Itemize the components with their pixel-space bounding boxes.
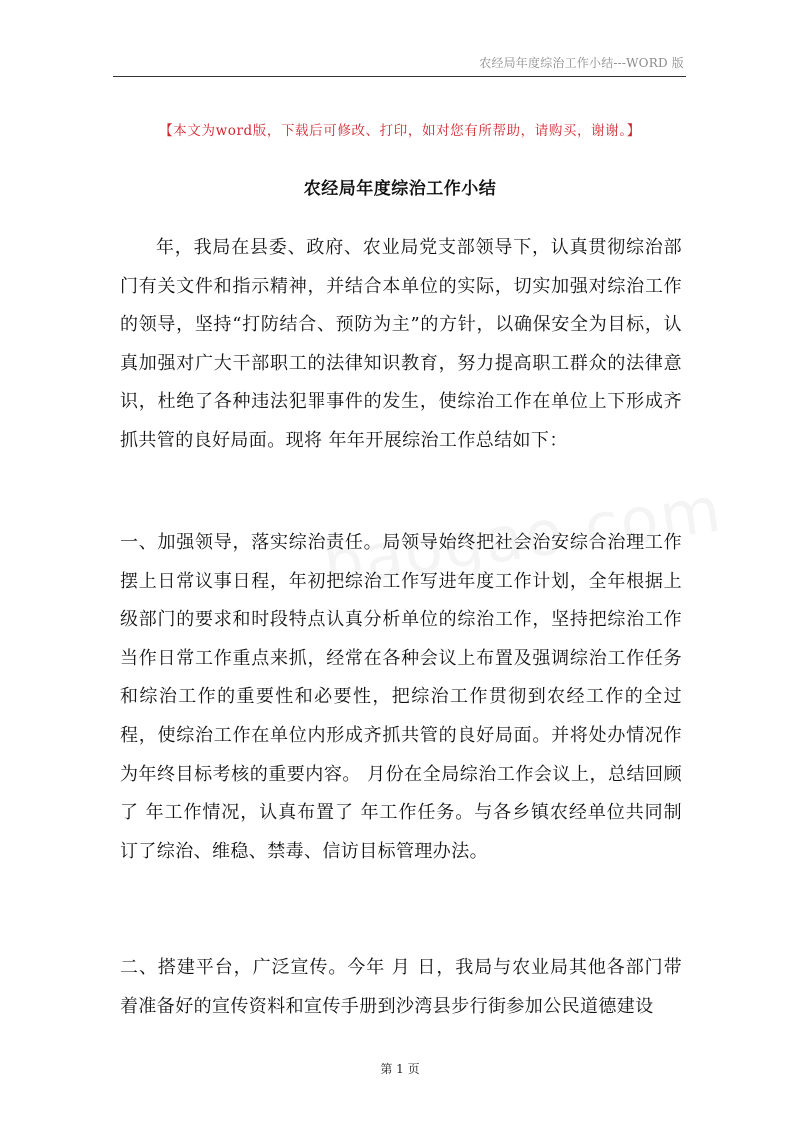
- header-title: 农经局年度综治工作小结---WORD 版: [479, 56, 684, 70]
- paragraph-intro: 年，我局在县委、政府、农业局党支部领导下，认真贯彻综治部门有关文件和指示精神，并结合本单位的实际，切实加强对综治工作的领导，坚持“打防结合、预防为主”的方针，以确保安全为目标，认真加强对广大干部职工的法律知识教育，努力提高职工群众的法律意识，杜绝了各种违法犯罪事件的发生，使综治工作在单位上下形成齐抓共管的良好局面。现将 年年开展综治工作总结如下：: [120, 237, 682, 451]
- page-header: [113, 48, 686, 77]
- paragraph-section-2: 二、搭建平台，广泛宣传。今年 月 日，我局与农业局其他各部门带着准备好的宣传资料和宣传手册到沙湾县步行街参加公民道德建设: [120, 957, 682, 1017]
- document-title: 农经局年度综治工作小结: [303, 179, 497, 199]
- page-number: 第 1 页: [380, 1062, 420, 1076]
- purchase-notice: 【本文为word版，下载后可修改、打印，如对您有所帮助，请购买，谢谢。】: [159, 123, 641, 139]
- paragraph-section-1: 一、加强领导，落实综治责任。局领导始终把社会治安综合治理工作摆上日常议事日程，年初把综治工作写进年度工作计划，全年根据上级部门的要求和时段特点认真分析单位的综治工作，坚持把综治工作当作日常工作重点来抓，经常在各种会议上布置及强调综治工作任务和综治工作的重要性和必要性，把综治工作贯彻到农经工作的全过程，使综治工作在单位内形成齐抓共管的良好局面。并将处办情况作为年终目标考核的重要内容。 月份在全局综治工作会议上，总结回顾了 年工作情况，认真布置了 年工作任务。与各乡镇农经单位共同制订了综治、维稳、禁毒、信访目标管理办法。: [120, 532, 682, 862]
